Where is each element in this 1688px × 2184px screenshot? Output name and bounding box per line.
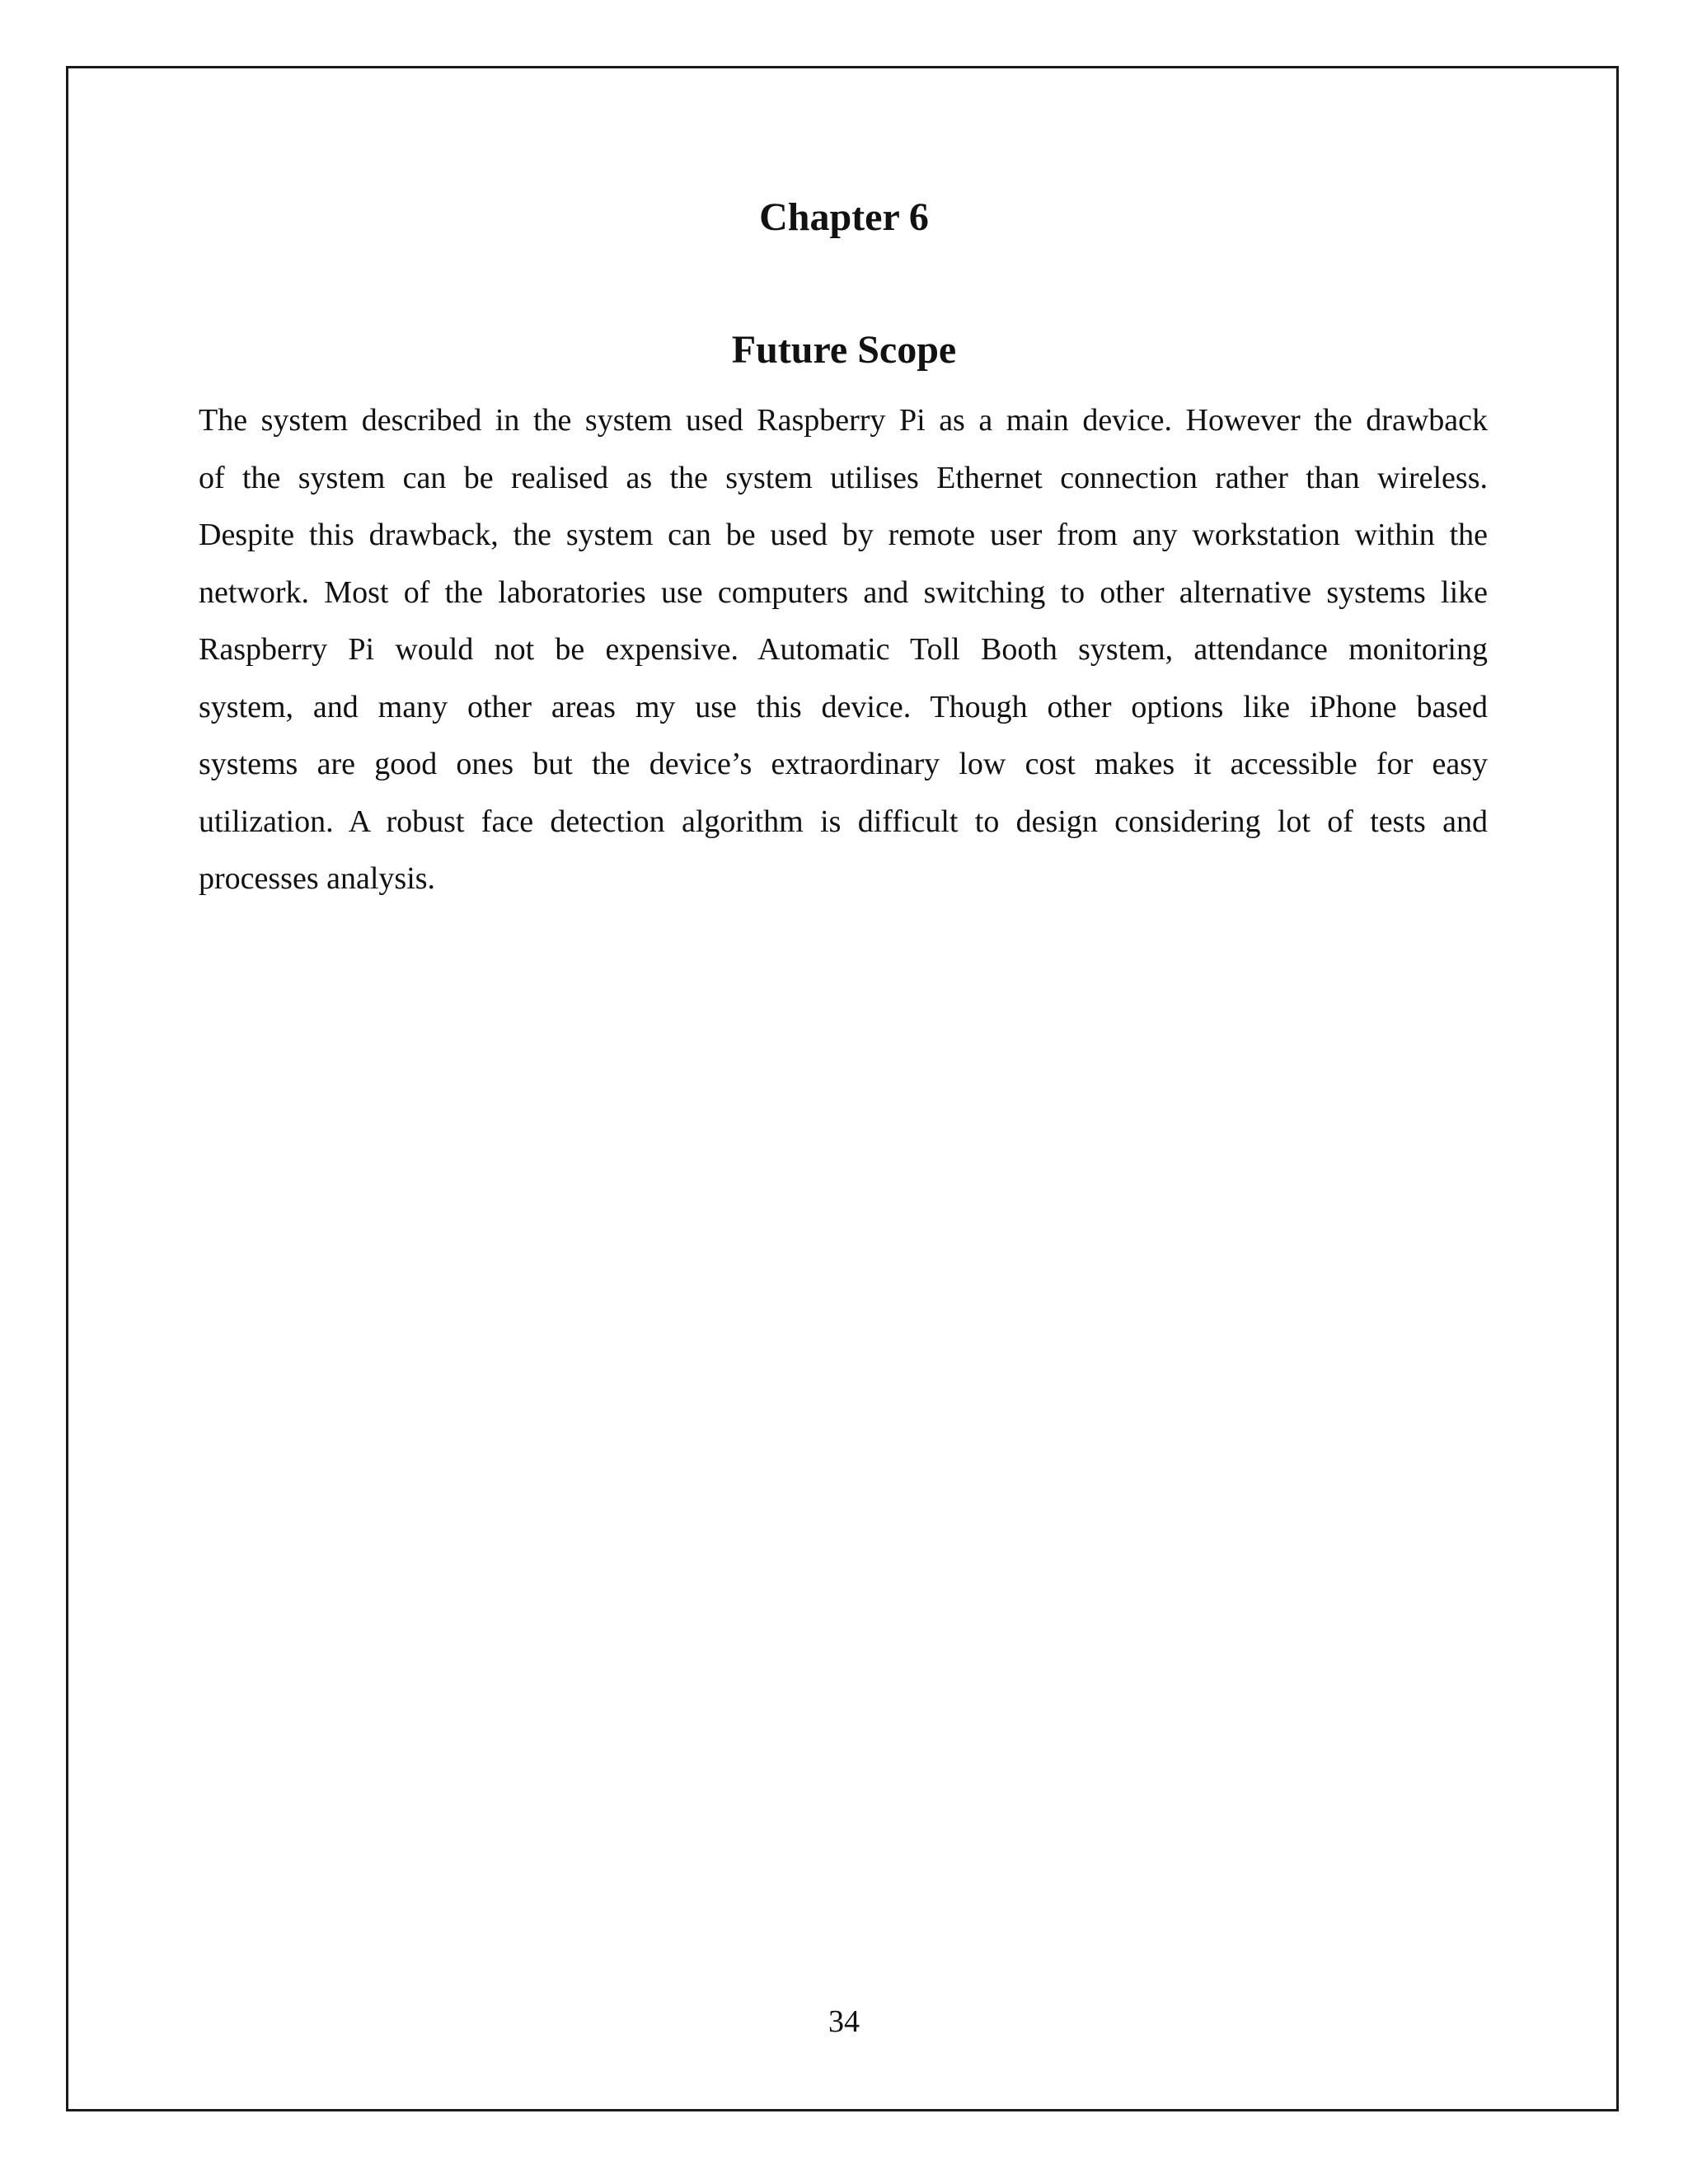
section-title: Future Scope: [731, 328, 957, 372]
paragraph-line: Raspberry Pi would not be expensive. Automatic Toll Booth system, attendance monitoring: [199, 632, 1488, 667]
page-number: 34: [828, 2004, 860, 2039]
paragraph-line: Despite this drawback, the system can be used by remote user from any workstation within the: [199, 518, 1488, 552]
paragraph-line: The system described in the system used Raspberry Pi as a main device. However the drawback: [199, 403, 1488, 438]
paragraph-line: utilization. A robust face detection algorithm is difficult to design considering lot of tests and: [199, 804, 1488, 839]
paragraph-line: system, and many other areas my use this device. Though other options like iPhone based: [199, 689, 1488, 724]
body-paragraph: [199, 392, 1488, 908]
paragraph-line: of the system can be realised as the system utilises Ethernet connection rather than wireless.: [199, 460, 1488, 495]
paragraph-line: network. Most of the laboratories use computers and switching to other alternative systems like: [199, 574, 1488, 610]
paragraph-line: systems are good ones but the device’s extraordinary low cost makes it accessible for easy: [199, 747, 1488, 781]
paragraph-line: processes analysis.: [199, 861, 436, 896]
chapter-heading: Chapter 6: [759, 195, 929, 239]
